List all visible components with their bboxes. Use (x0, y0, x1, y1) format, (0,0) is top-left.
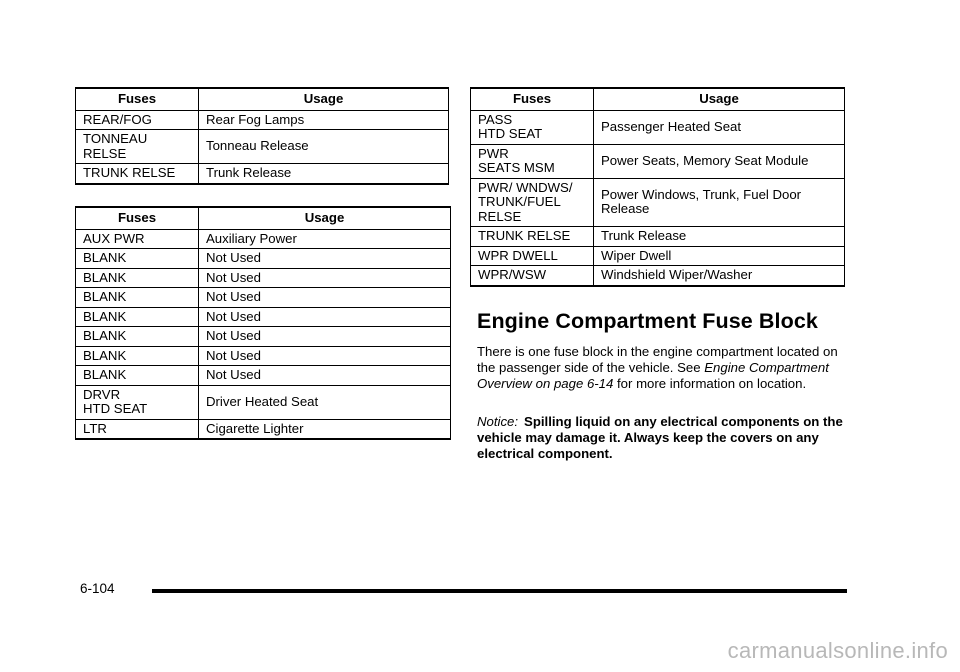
footer-rule (152, 589, 847, 593)
fuse-code: BLANK (83, 289, 127, 304)
header-fuses: Fuses (471, 88, 594, 110)
section-title: Engine Compartment Fuse Block (477, 309, 818, 333)
fuse-code: LTR (83, 420, 107, 436)
table-row (76, 419, 451, 439)
fuse-code-cell (76, 268, 199, 288)
fuse-usage-cell: Power Seats, Memory Seat Module (594, 144, 845, 178)
fuse-usage-cell: Wiper Dwell (594, 246, 845, 266)
header-usage: Usage (199, 88, 449, 110)
fuse-code-cell (471, 266, 594, 286)
fuse-code: WPR/WSW (478, 267, 547, 282)
fuse-code-cell (471, 178, 594, 227)
fuse-table-right (470, 87, 845, 287)
fuse-code-cell (76, 366, 199, 386)
table-header-row (471, 88, 845, 110)
cross-reference-link[interactable]: Engine Compartment Overview on page 6-14 (477, 360, 829, 391)
fuse-usage-cell: Not Used (199, 307, 451, 327)
fuse-code: PWR/ WNDWS/ TRUNK/FUEL RELSE (478, 179, 573, 224)
table-row (471, 227, 845, 247)
fuse-code-cell (76, 346, 199, 366)
fuse-usage-cell: Trunk Release (199, 164, 449, 184)
page-number: 6-104 (80, 581, 115, 596)
fuse-code-cell (76, 307, 199, 327)
fuse-code: TONNEAU RELSE (83, 131, 148, 161)
table-row (76, 307, 451, 327)
notice-label: Notice: (477, 414, 519, 429)
fuse-code: PWR SEATS MSM (478, 145, 555, 175)
fuse-usage-cell: Power Windows, Trunk, Fuel Door Release (594, 178, 845, 227)
fuse-code-cell (471, 227, 594, 247)
watermark: carmanualsonline.info (727, 638, 948, 663)
header-usage: Usage (594, 88, 845, 110)
fuse-usage-cell: Tonneau Release (199, 130, 449, 164)
fuse-code: PASS HTD SEAT (478, 111, 543, 141)
table-row (471, 178, 845, 227)
table-row (471, 266, 845, 286)
fuse-usage-cell: Not Used (199, 346, 451, 366)
fuse-usage-cell: Not Used (199, 288, 451, 308)
table-row (76, 164, 449, 184)
fuse-code: REAR/FOG (83, 111, 152, 127)
table-row (76, 130, 449, 164)
table-row (76, 346, 451, 366)
fuse-code: BLANK (83, 347, 127, 363)
fuse-usage-cell: Auxiliary Power (199, 229, 451, 249)
fuse-usage-cell: Passenger Heated Seat (594, 110, 845, 144)
table-row (471, 144, 845, 178)
table-row (76, 249, 451, 269)
table-row (471, 246, 845, 266)
table-header-row (76, 88, 449, 110)
fuse-code: TRUNK RELSE (83, 165, 176, 180)
fuse-code: TRUNK RELSE (478, 228, 571, 243)
fuse-usage-cell: Rear Fog Lamps (199, 110, 449, 130)
fuse-usage-cell: Not Used (199, 366, 451, 386)
fuse-table-middle (75, 206, 451, 440)
table-row (76, 385, 451, 419)
fuse-code-cell (471, 144, 594, 178)
fuse-code-cell (76, 164, 199, 184)
table-row (76, 366, 451, 386)
fuse-code-cell (76, 288, 199, 308)
table-header-row (76, 207, 451, 229)
fuse-code-cell (76, 110, 199, 130)
fuse-code: BLANK (83, 269, 127, 285)
fuse-code: BLANK (83, 367, 127, 382)
fuse-usage-cell: Not Used (199, 268, 451, 288)
table-row (471, 110, 845, 144)
fuse-code-cell (471, 110, 594, 144)
table-row (76, 288, 451, 308)
fuse-usage-cell: Driver Heated Seat (199, 385, 451, 419)
fuse-code-cell (76, 229, 199, 249)
fuse-code-cell (471, 246, 594, 266)
fuse-code-cell (76, 327, 199, 347)
fuse-usage-cell: Not Used (199, 327, 451, 347)
fuse-usage-cell: Trunk Release (594, 227, 845, 247)
fuse-table-top (75, 87, 449, 185)
fuse-code-cell (76, 249, 199, 269)
paragraph-text-start: There is one fuse block in the engine compartment located on the passenger side of the vehicle. See (477, 344, 838, 375)
header-fuses: Fuses (76, 88, 199, 110)
fuse-code: BLANK (83, 328, 127, 343)
table-row (76, 110, 449, 130)
fuse-usage-cell: Not Used (199, 249, 451, 269)
table-row (76, 229, 451, 249)
fuse-code: WPR DWELL (478, 247, 558, 263)
fuse-code: AUX PWR (83, 230, 145, 246)
header-usage: Usage (199, 207, 451, 229)
paragraph-text-end: for more information on location. (613, 376, 807, 391)
notice-text: Spilling liquid on any electrical components on the vehicle may damage it. Always keep the covers on any electrical component. (477, 414, 843, 461)
fuse-usage-cell: Windshield Wiper/Washer (594, 266, 845, 286)
fuse-code: BLANK (83, 250, 127, 265)
section-paragraph (477, 344, 857, 392)
fuse-code-cell (76, 385, 199, 419)
fuse-code: BLANK (83, 308, 127, 324)
fuse-code-cell (76, 419, 199, 439)
fuse-code-cell (76, 130, 199, 164)
header-fuses: Fuses (76, 207, 199, 229)
fuse-usage-cell: Cigarette Lighter (199, 419, 451, 439)
fuse-code: DRVR HTD SEAT (83, 386, 148, 416)
table-row (76, 268, 451, 288)
notice-paragraph (477, 414, 857, 462)
table-row (76, 327, 451, 347)
